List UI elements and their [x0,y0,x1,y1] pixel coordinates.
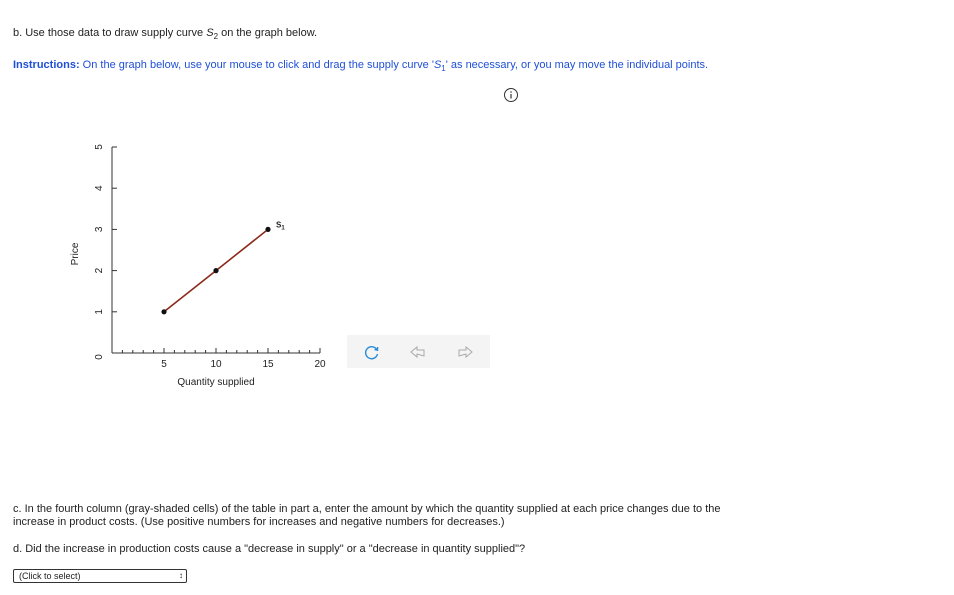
y-tick-label: 3 [94,226,105,233]
answer-select[interactable] [13,569,187,583]
y-tick-label: 2 [94,267,105,274]
x-tick-label: 15 [262,359,274,370]
y-tick-label: 1 [94,309,105,315]
curve-subscript: 2 [213,32,219,42]
curve-point [213,268,218,273]
y-tick-label: 5 [94,144,105,150]
y-tick-label: 0 [94,354,105,360]
up-down-arrow-icon: ↕ [179,571,183,580]
curve-point [161,309,166,314]
x-axis-label: Quantity supplied [177,377,255,388]
instructions-label: Instructions: [13,59,80,71]
curve-point [265,227,270,232]
x-tick-label: 5 [161,359,167,370]
x-tick-label: 20 [314,359,326,370]
redo-icon[interactable] [455,342,475,362]
part-b-question [13,27,317,41]
select-value: (Click to select) [19,571,81,581]
supply-chart[interactable] [60,135,350,395]
refresh-icon[interactable] [362,342,382,362]
part-b-text: b. Use those data to draw supply curve [13,27,207,39]
part-b-suffix: on the graph below. [218,27,318,39]
curve-label: $S_1$ [276,220,285,232]
part-c-question: c. In the fourth column (gray-shaded cells) of the table in part a, enter the amount by which the quantity supplied at each price changes due to the increase in product costs. (Use positive numbers for increases and negative numbers for decreases.) [13,503,721,528]
y-tick-label: 4 [94,185,105,191]
instructions-text-end: ' as necessary, or you may move the individual points. [445,59,709,71]
instructions-text: On the graph below, use your mouse to click and drag the supply curve ' [79,59,434,71]
instructions-curve-subscript: 1 [441,64,446,74]
part-d-question: d. Did the increase in production costs cause a "decrease in supply" or a "decrease in quantity supplied"? [13,543,526,555]
instructions-curve: S [433,59,442,71]
curve-name: S [206,27,214,39]
graph-toolbar [347,335,490,368]
undo-icon[interactable] [408,342,428,362]
instructions [13,57,733,77]
y-axis-label: Price [70,242,81,266]
x-tick-label: 10 [210,359,222,370]
supply-graph[interactable] [60,135,350,395]
info-icon[interactable] [503,87,519,103]
